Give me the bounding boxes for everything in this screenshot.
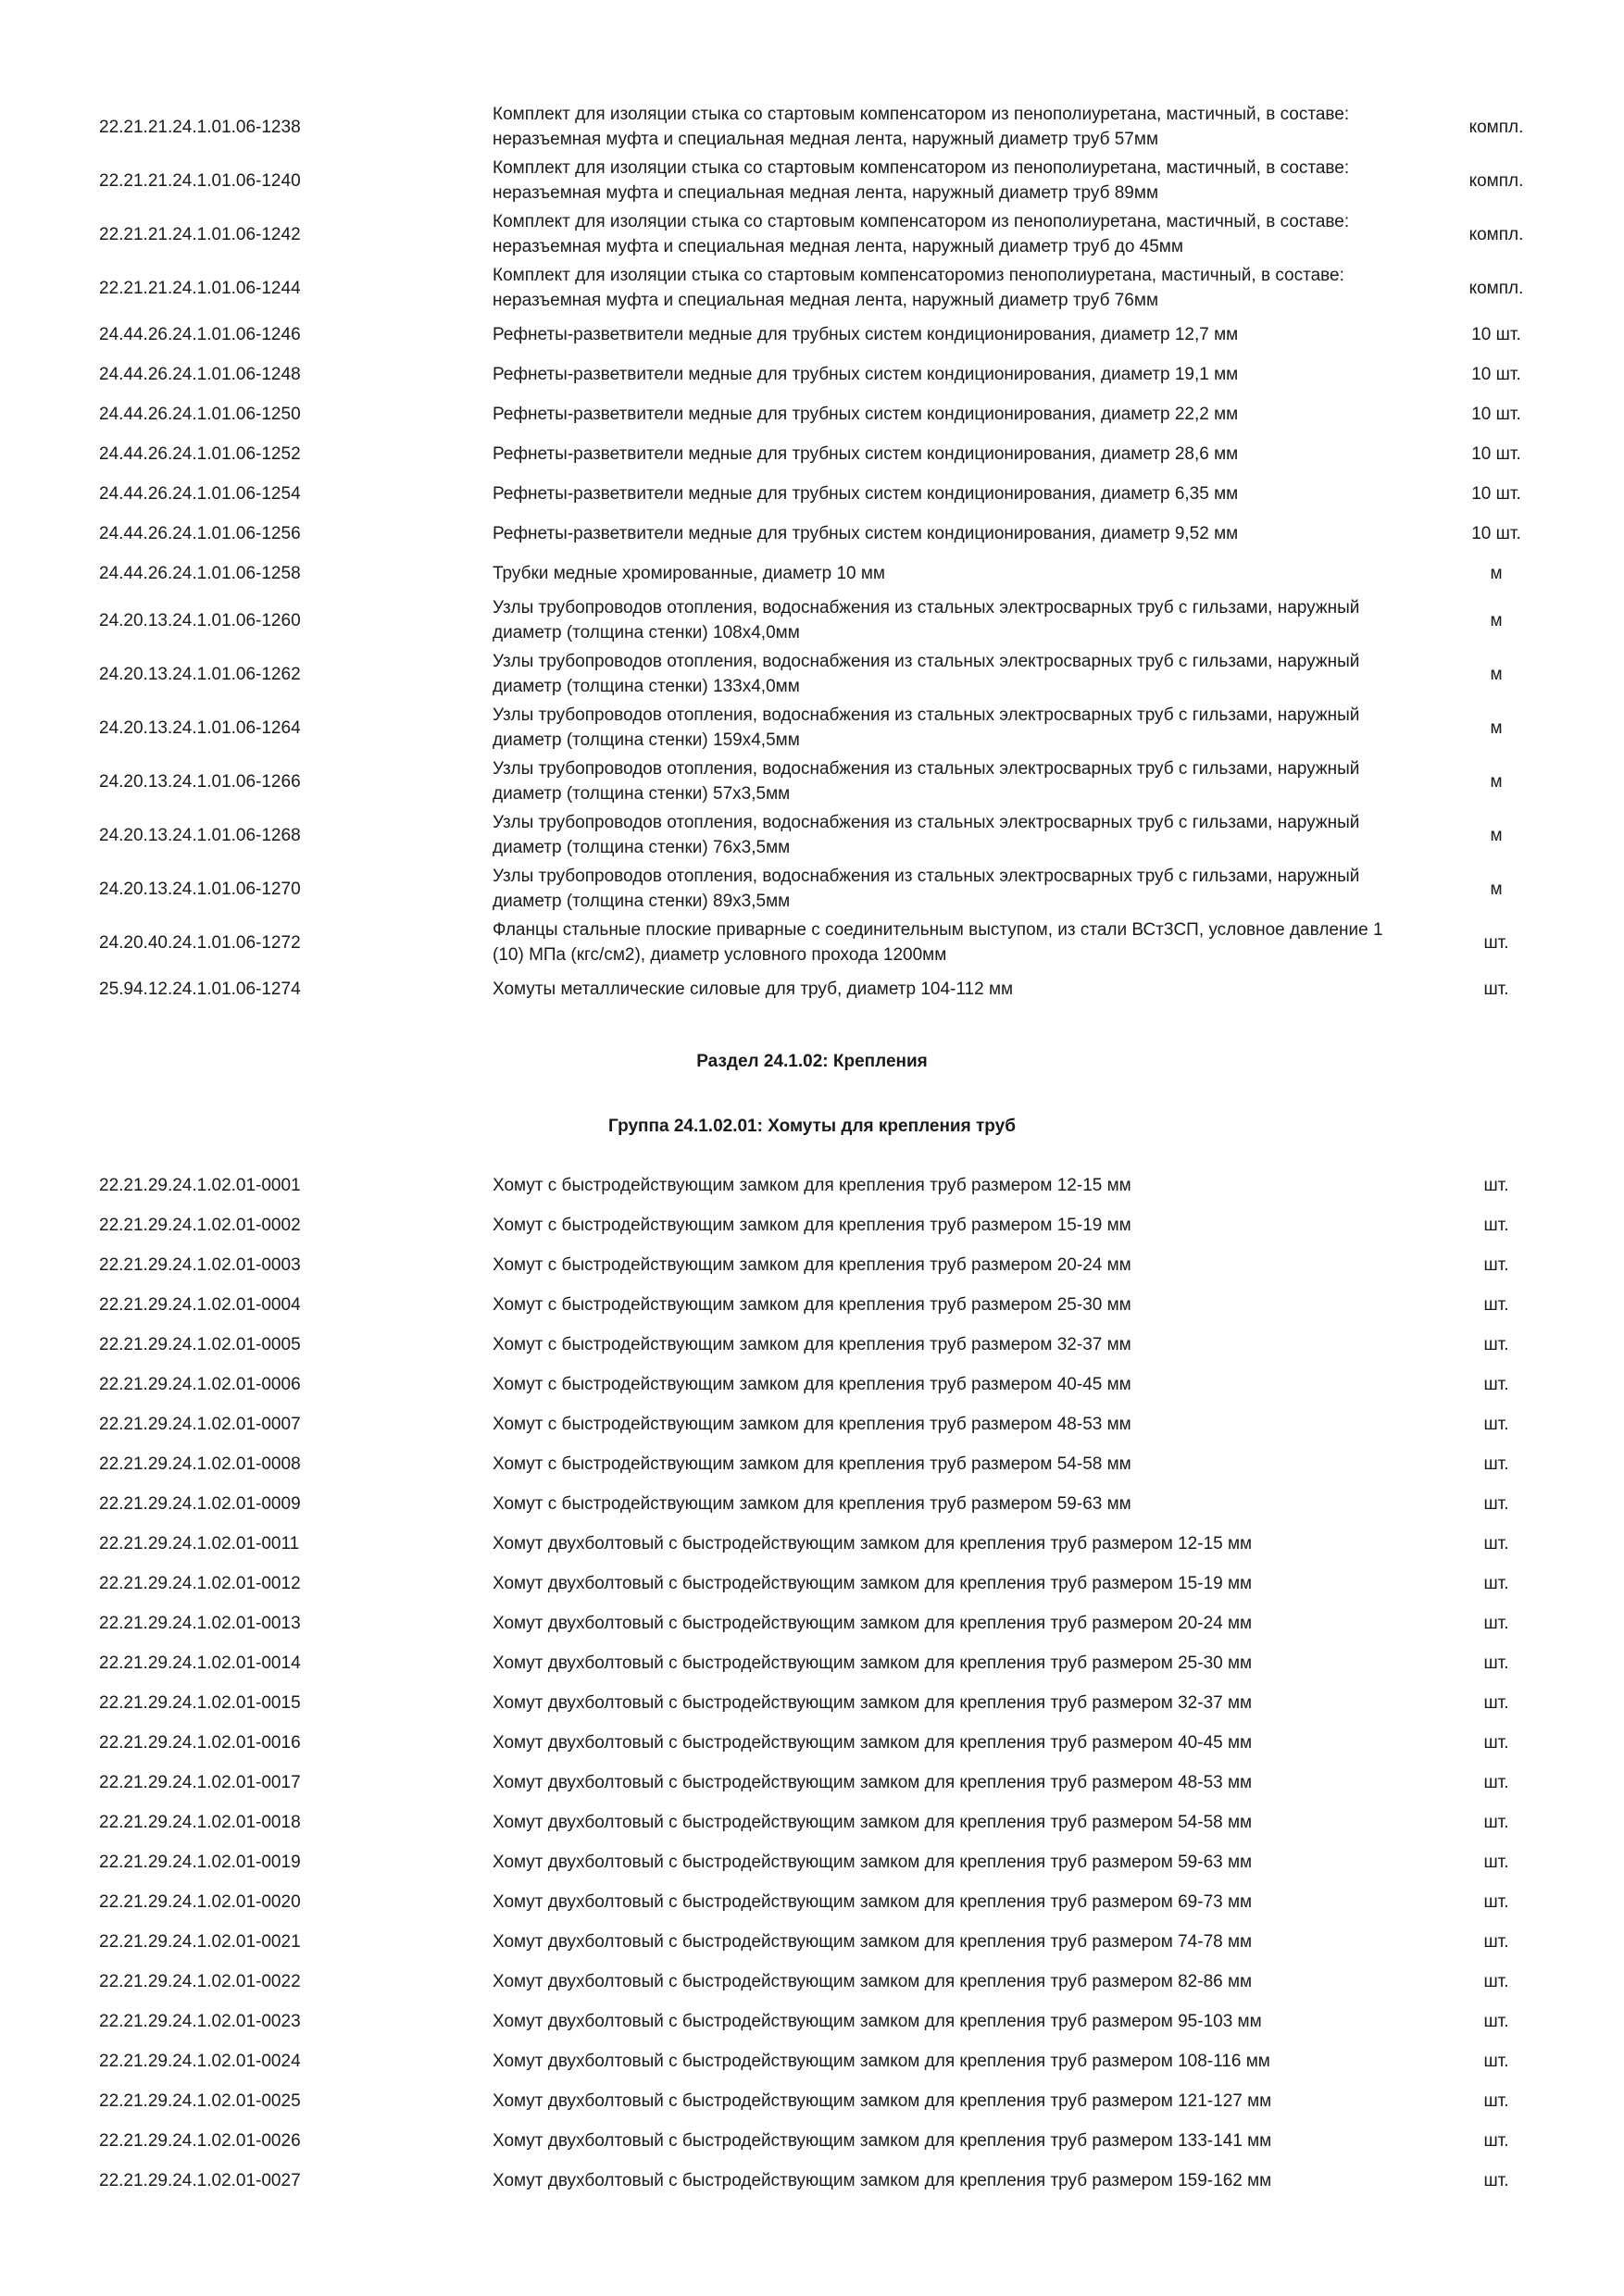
row-code: 22.21.29.24.1.02.01-0009 (99, 1494, 301, 1514)
row-unit: шт. (1483, 1454, 1509, 1474)
row-unit: м (1490, 771, 1503, 792)
row-unit: шт. (1483, 980, 1509, 999)
catalog-table-top (0, 100, 1624, 1009)
table-row (0, 1564, 1624, 1603)
table-row (0, 593, 1624, 647)
row-name: Узлы трубопроводов отопления, водоснабжения из стальных электросварных труб с гильзами, наружный диаметр (толщина стенки) 89х3,5мм (493, 867, 1360, 911)
row-unit: шт. (1483, 1574, 1509, 1593)
table-row (0, 969, 1624, 1009)
row-code: 22.21.29.24.1.02.01-0004 (99, 1295, 301, 1315)
row-name: Рефнеты-разветвители медные для трубных систем кондиционирования, диаметр 28,6 мм (493, 444, 1239, 464)
row-name: Узлы трубопроводов отопления, водоснабжения из стальных электросварных труб с гильзами, наружный диаметр (толщина стенки) 76х3,5мм (493, 813, 1360, 857)
row-unit: шт. (1483, 1415, 1509, 1434)
row-code: 22.21.29.24.1.02.01-0022 (99, 1972, 301, 1991)
row-name: Комплект для изоляции стыка со стартовым компенсатором из пенополиуретана, мастичный, в составе: неразъемная муфта и специальная медная лента, наружный диаметр труб до 45мм (493, 212, 1350, 256)
row-code: 24.44.26.24.1.01.06-1254 (99, 484, 301, 504)
row-code: 25.94.12.24.1.01.06-1274 (99, 980, 301, 999)
row-code: 24.44.26.24.1.01.06-1246 (99, 325, 301, 344)
table-row (0, 1285, 1624, 1325)
row-name: Комплект для изоляции стыка со стартовым компенсатором из пенополиуретана, мастичный, в составе: неразъемная муфта и специальная медная лента, наружный диаметр труб 89мм (493, 158, 1350, 203)
row-code: 24.20.13.24.1.01.06-1266 (99, 771, 301, 792)
group-title: Группа 24.1.02.01: Хомуты для крепления труб (608, 1117, 1016, 1136)
row-code: 22.21.29.24.1.02.01-0026 (99, 2131, 301, 2151)
row-code: 22.21.29.24.1.02.01-0018 (99, 1813, 301, 1832)
row-name: Хомут с быстродействующим замком для крепления труб размером 48-53 мм (493, 1415, 1131, 1434)
row-code: 22.21.21.24.1.01.06-1238 (99, 117, 301, 137)
row-unit: 10 шт. (1471, 524, 1521, 543)
table-row (0, 1723, 1624, 1763)
row-name: Хомуты металлические силовые для труб, диаметр 104-112 мм (493, 980, 1014, 999)
row-unit: шт. (1483, 2052, 1509, 2071)
row-unit: шт. (1483, 2012, 1509, 2031)
table-row (0, 1763, 1624, 1803)
row-unit: шт. (1483, 1216, 1509, 1235)
row-name: Рефнеты-разветвители медные для трубных систем кондиционирования, диаметр 19,1 мм (493, 365, 1239, 384)
row-unit: шт. (1483, 1614, 1509, 1633)
row-unit: шт. (1483, 2091, 1509, 2111)
row-code: 22.21.21.24.1.01.06-1240 (99, 170, 301, 191)
row-unit: 10 шт. (1471, 484, 1521, 504)
row-name: Хомут с быстродействующим замком для крепления труб размером 32-37 мм (493, 1335, 1131, 1354)
row-name: Хомут двухболтовый с быстродействующим замком для крепления труб размером 121-127 мм (493, 2091, 1272, 2111)
row-name: Хомут с быстродействующим замком для крепления труб размером 40-45 мм (493, 1375, 1131, 1394)
table-row (0, 1882, 1624, 1922)
row-name: Хомут с быстродействующим замком для крепления труб размером 20-24 мм (493, 1255, 1131, 1275)
row-unit: компл. (1468, 117, 1524, 137)
row-unit: шт. (1483, 1733, 1509, 1753)
row-name: Хомут двухболтовый с быстродействующим замком для крепления труб размером 54-58 мм (493, 1813, 1253, 1832)
row-code: 24.20.13.24.1.01.06-1270 (99, 879, 301, 899)
row-unit: 10 шт. (1471, 444, 1521, 464)
table-row (0, 701, 1624, 755)
table-row (0, 1803, 1624, 1842)
table-row (0, 514, 1624, 554)
row-unit: шт. (1483, 1653, 1509, 1673)
table-row (0, 1683, 1624, 1723)
row-name: Узлы трубопроводов отопления, водоснабжения из стальных электросварных труб с гильзами, наружный диаметр (толщина стенки) 108х4,0мм (493, 598, 1360, 643)
row-code: 22.21.29.24.1.02.01-0012 (99, 1574, 301, 1593)
row-name: Хомут с быстродействующим замком для крепления труб размером 15-19 мм (493, 1216, 1131, 1235)
row-name: Хомут двухболтовый с быстродействующим замком для крепления труб размером 95-103 мм (493, 2012, 1262, 2031)
row-unit: шт. (1483, 1853, 1509, 1872)
row-unit: шт. (1483, 1335, 1509, 1354)
row-name: Хомут с быстродействующим замком для крепления труб размером 25-30 мм (493, 1295, 1131, 1315)
row-name: Хомут двухболтовый с быстродействующим замком для крепления труб размером 40-45 мм (493, 1733, 1253, 1753)
row-name: Узлы трубопроводов отопления, водоснабжения из стальных электросварных труб с гильзами, наружный диаметр (толщина стенки) 159х4,5мм (493, 705, 1360, 750)
row-unit: шт. (1483, 1375, 1509, 1394)
row-code: 22.21.29.24.1.02.01-0006 (99, 1375, 301, 1394)
row-unit: м (1490, 879, 1503, 899)
table-row (0, 1524, 1624, 1564)
row-name: Хомут двухболтовый с быстродействующим замком для крепления труб размером 74-78 мм (493, 1932, 1253, 1952)
row-name: Рефнеты-разветвители медные для трубных систем кондиционирования, диаметр 9,52 мм (493, 524, 1239, 543)
row-code: 24.44.26.24.1.01.06-1248 (99, 365, 301, 384)
row-code: 24.44.26.24.1.01.06-1252 (99, 444, 301, 464)
row-name: Рефнеты-разветвители медные для трубных систем кондиционирования, диаметр 22,2 мм (493, 405, 1239, 424)
table-row (0, 1404, 1624, 1444)
table-row (0, 647, 1624, 701)
row-code: 24.20.40.24.1.01.06-1272 (99, 932, 301, 953)
table-row (0, 394, 1624, 434)
row-code: 22.21.21.24.1.01.06-1242 (99, 224, 301, 244)
row-code: 22.21.29.24.1.02.01-0005 (99, 1335, 301, 1354)
row-name: Трубки медные хромированные, диаметр 10 мм (493, 564, 885, 583)
row-unit: м (1490, 664, 1503, 684)
row-code: 22.21.29.24.1.02.01-0019 (99, 1853, 301, 1872)
table-row (0, 2161, 1624, 2201)
table-row (0, 2121, 1624, 2161)
row-unit: шт. (1483, 2171, 1509, 2190)
row-code: 24.20.13.24.1.01.06-1260 (99, 610, 301, 630)
row-name: Хомут двухболтовый с быстродействующим замком для крепления труб размером 12-15 мм (493, 1534, 1253, 1554)
row-code: 22.21.29.24.1.02.01-0020 (99, 1892, 301, 1912)
row-unit: 10 шт. (1471, 405, 1521, 424)
row-name: Хомут с быстродействующим замком для крепления труб размером 59-63 мм (493, 1494, 1131, 1514)
row-unit: 10 шт. (1471, 325, 1521, 344)
row-name: Узлы трубопроводов отопления, водоснабжения из стальных электросварных труб с гильзами, наружный диаметр (толщина стенки) 57х3,5мм (493, 759, 1360, 804)
table-row (0, 1922, 1624, 1962)
catalog-table-group (0, 1166, 1624, 2201)
row-code: 22.21.29.24.1.02.01-0027 (99, 2171, 301, 2190)
table-row (0, 434, 1624, 474)
row-code: 22.21.29.24.1.02.01-0021 (99, 1932, 301, 1952)
row-code: 24.44.26.24.1.01.06-1256 (99, 524, 301, 543)
row-code: 22.21.29.24.1.02.01-0001 (99, 1176, 301, 1195)
row-name: Хомут двухболтовый с быстродействующим замком для крепления труб размером 20-24 мм (493, 1614, 1253, 1633)
row-code: 22.21.21.24.1.01.06-1244 (99, 278, 301, 298)
table-row (0, 2041, 1624, 2081)
table-row (0, 261, 1624, 315)
row-unit: шт. (1483, 1693, 1509, 1713)
row-name: Хомут двухболтовый с быстродействующим замком для крепления труб размером 15-19 мм (493, 1574, 1253, 1593)
row-code: 24.20.13.24.1.01.06-1268 (99, 825, 301, 845)
table-row (0, 1365, 1624, 1404)
row-unit: компл. (1468, 170, 1524, 191)
table-row (0, 474, 1624, 514)
row-unit: шт. (1483, 1932, 1509, 1952)
row-unit: м (1490, 825, 1503, 845)
row-unit: шт. (1483, 1255, 1509, 1275)
table-row (0, 1842, 1624, 1882)
table-row (0, 1245, 1624, 1285)
row-name: Фланцы стальные плоские приварные с соединительным выступом, из стали ВСт3СП, условное давление 1 (10) МПа (кгс/см2), диаметр условного прохода 1200мм (493, 920, 1383, 965)
row-code: 22.21.29.24.1.02.01-0017 (99, 1773, 301, 1792)
table-row (0, 554, 1624, 593)
row-name: Хомут двухболтовый с быстродействующим замком для крепления труб размером 69-73 мм (493, 1892, 1253, 1912)
row-name: Рефнеты-разветвители медные для трубных систем кондиционирования, диаметр 6,35 мм (493, 484, 1239, 504)
row-unit: шт. (1483, 1295, 1509, 1315)
row-unit: м (1490, 718, 1503, 738)
row-code: 22.21.29.24.1.02.01-0007 (99, 1415, 301, 1434)
row-name: Хомут двухболтовый с быстродействующим замком для крепления труб размером 108-116 мм (493, 2052, 1270, 2071)
row-unit: шт. (1483, 1892, 1509, 1912)
row-name: Комплект для изоляции стыка со стартовым компенсаторомиз пенополиуретана, мастичный, в составе: неразъемная муфта и специальная медная лента, наружный диаметр труб 76мм (493, 266, 1344, 310)
row-code: 22.21.29.24.1.02.01-0003 (99, 1255, 301, 1275)
table-row (0, 315, 1624, 355)
row-unit: шт. (1483, 1813, 1509, 1832)
row-unit: шт. (1483, 2131, 1509, 2151)
row-name: Рефнеты-разветвители медные для трубных систем кондиционирования, диаметр 12,7 мм (493, 325, 1239, 344)
table-row (0, 916, 1624, 969)
row-unit: м (1490, 610, 1503, 630)
row-code: 24.20.13.24.1.01.06-1262 (99, 664, 301, 684)
table-row (0, 2002, 1624, 2041)
table-row (0, 100, 1624, 154)
row-code: 24.20.13.24.1.01.06-1264 (99, 718, 301, 738)
row-name: Хомут двухболтовый с быстродействующим замком для крепления труб размером 133-141 мм (493, 2131, 1272, 2151)
row-unit: шт. (1483, 1176, 1509, 1195)
row-code: 22.21.29.24.1.02.01-0024 (99, 2052, 301, 2071)
row-name: Хомут двухболтовый с быстродействующим замком для крепления труб размером 25-30 мм (493, 1653, 1253, 1673)
table-row (0, 1962, 1624, 2002)
row-unit: шт. (1483, 1534, 1509, 1554)
table-row (0, 755, 1624, 808)
row-name: Хомут двухболтовый с быстродействующим замком для крепления труб размером 48-53 мм (493, 1773, 1253, 1792)
row-name: Хомут двухболтовый с быстродействующим замком для крепления труб размером 159-162 мм (493, 2171, 1272, 2190)
row-name: Узлы трубопроводов отопления, водоснабжения из стальных электросварных труб с гильзами, наружный диаметр (толщина стенки) 133х4,0мм (493, 652, 1360, 696)
row-code: 22.21.29.24.1.02.01-0011 (99, 1534, 300, 1554)
row-unit: компл. (1468, 224, 1524, 244)
row-name: Хомут двухболтовый с быстродействующим замком для крепления труб размером 59-63 мм (493, 1853, 1253, 1872)
table-row (0, 154, 1624, 207)
row-unit: шт. (1483, 1972, 1509, 1991)
table-row (0, 1325, 1624, 1365)
row-unit: шт. (1483, 932, 1509, 953)
row-unit: м (1490, 564, 1503, 583)
row-name: Хомут с быстродействующим замком для крепления труб размером 54-58 мм (493, 1454, 1131, 1474)
row-unit: 10 шт. (1471, 365, 1521, 384)
table-row (0, 1484, 1624, 1524)
row-name: Комплект для изоляции стыка со стартовым компенсатором из пенополиуретана, мастичный, в составе: неразъемная муфта и специальная медная лента, наружный диаметр труб 57мм (493, 105, 1350, 149)
row-name: Хомут двухболтовый с быстродействующим замком для крепления труб размером 32-37 мм (493, 1693, 1253, 1713)
row-unit: шт. (1483, 1494, 1509, 1514)
row-code: 22.21.29.24.1.02.01-0015 (99, 1693, 301, 1713)
row-name: Хомут с быстродействующим замком для крепления труб размером 12-15 мм (493, 1176, 1131, 1195)
table-row (0, 1444, 1624, 1484)
row-code: 24.44.26.24.1.01.06-1258 (99, 564, 301, 583)
row-code: 22.21.29.24.1.02.01-0014 (99, 1653, 301, 1673)
row-code: 22.21.29.24.1.02.01-0023 (99, 2012, 301, 2031)
table-row (0, 808, 1624, 862)
section-title: Раздел 24.1.02: Крепления (696, 1052, 928, 1071)
row-code: 22.21.29.24.1.02.01-0025 (99, 2091, 301, 2111)
table-row (0, 1205, 1624, 1245)
row-code: 24.44.26.24.1.01.06-1250 (99, 405, 301, 424)
table-row (0, 2081, 1624, 2121)
table-row (0, 355, 1624, 394)
row-code: 22.21.29.24.1.02.01-0002 (99, 1216, 301, 1235)
row-code: 22.21.29.24.1.02.01-0016 (99, 1733, 301, 1753)
row-unit: шт. (1483, 1773, 1509, 1792)
table-row (0, 1166, 1624, 1205)
table-row (0, 207, 1624, 261)
table-row (0, 862, 1624, 916)
table-row (0, 1643, 1624, 1683)
row-code: 22.21.29.24.1.02.01-0013 (99, 1614, 301, 1633)
table-row (0, 1603, 1624, 1643)
row-name: Хомут двухболтовый с быстродействующим замком для крепления труб размером 82-86 мм (493, 1972, 1253, 1991)
row-code: 22.21.29.24.1.02.01-0008 (99, 1454, 301, 1474)
row-unit: компл. (1468, 278, 1524, 298)
